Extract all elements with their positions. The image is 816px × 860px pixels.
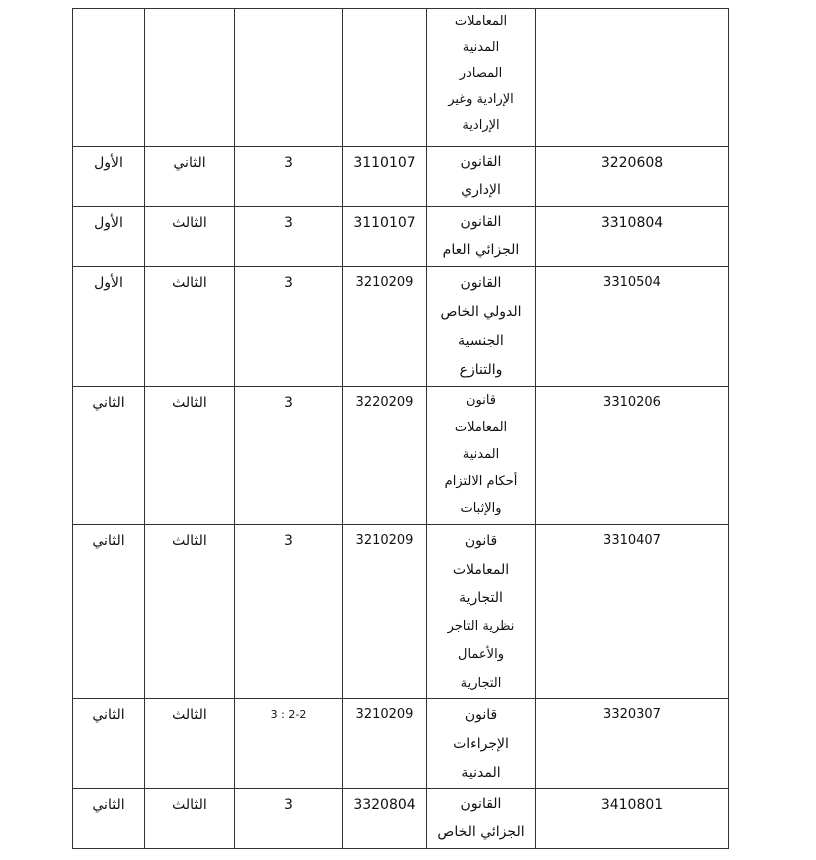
table-row — [73, 267, 729, 387]
course-name-line: الإداري — [461, 181, 501, 198]
year-cell — [145, 9, 235, 147]
course-name-line: قانون — [465, 393, 497, 408]
prerequisite-cell: 3320804 — [343, 789, 427, 849]
year-cell: الثالث — [145, 207, 235, 267]
course-name-cell — [427, 699, 536, 789]
course-code-cell: 3220608 — [536, 147, 729, 207]
course-code-cell: 3310206 — [536, 387, 729, 525]
course-name-line: المدنية — [462, 447, 500, 462]
course-name-line: والإثبات — [460, 501, 502, 516]
course-name-cell — [427, 387, 536, 525]
course-name-line: قانون — [464, 707, 498, 723]
course-code-cell: 3310407 — [536, 525, 729, 699]
course-name-line: الدولي الخاص — [440, 304, 522, 320]
credit-cell: 3 — [235, 789, 343, 849]
prerequisite-cell: 3210209 — [343, 699, 427, 789]
year-cell: الثالث — [145, 699, 235, 789]
course-name-line: الإرادية — [462, 118, 500, 133]
semester-cell: الثاني — [73, 387, 145, 525]
table-row — [73, 699, 729, 789]
credit-cell: 3 — [235, 267, 343, 387]
semester-cell: الأول — [73, 147, 145, 207]
credit-cell: 3 — [235, 207, 343, 267]
table-row — [73, 525, 729, 699]
course-name-line: المعاملات — [452, 561, 510, 578]
course-name-line: الإرادية وغير — [448, 92, 514, 107]
semester-cell — [73, 9, 145, 147]
course-name-line: المدنية — [461, 765, 501, 781]
prerequisite-cell: 3110107 — [343, 147, 427, 207]
year-cell: الثالث — [145, 267, 235, 387]
course-name-cell — [427, 207, 536, 267]
table-row — [73, 207, 729, 267]
credit-cell: 3 — [235, 525, 343, 699]
course-name-line: القانون — [460, 214, 502, 230]
table-row — [73, 387, 729, 525]
course-name-line: القانون — [460, 796, 502, 812]
course-code-cell: 3320307 — [536, 699, 729, 789]
semester-cell: الأول — [73, 267, 145, 387]
prerequisite-cell: 3110107 — [343, 207, 427, 267]
year-cell: الثاني — [145, 147, 235, 207]
prerequisite-cell: 3210209 — [343, 525, 427, 699]
semester-cell: الثاني — [73, 525, 145, 699]
year-cell: الثالث — [145, 387, 235, 525]
semester-cell: الثاني — [73, 789, 145, 849]
prerequisite-cell: 3220209 — [343, 387, 427, 525]
course-name-cell — [427, 9, 536, 147]
credit-cell: 3 — [235, 387, 343, 525]
course-name-cell — [427, 147, 536, 207]
course-name-line: نظرية التاجر — [447, 618, 515, 634]
course-name-line: المعاملات — [454, 420, 508, 435]
credit-cell: 3 — [235, 147, 343, 207]
semester-cell: الثاني — [73, 699, 145, 789]
prerequisite-cell — [343, 9, 427, 147]
course-name-line: التجارية — [459, 590, 503, 606]
course-name-line: التجارية — [460, 675, 502, 691]
course-name-line: قانون — [464, 533, 498, 549]
courses-table — [72, 8, 729, 849]
course-name-line: والأعمال — [458, 647, 504, 662]
credit-cell — [235, 9, 343, 147]
year-cell: الثالث — [145, 525, 235, 699]
course-name-line: القانون — [460, 275, 502, 291]
course-name-cell — [427, 267, 536, 387]
prerequisite-cell: 3210209 — [343, 267, 427, 387]
course-code-cell: 3310804 — [536, 207, 729, 267]
course-name-line: أحكام الالتزام — [444, 474, 518, 489]
course-code-cell: 3310504 — [536, 267, 729, 387]
course-name-line: القانون — [460, 154, 502, 170]
course-name-line: الإجراءات — [453, 736, 509, 752]
table-row — [73, 147, 729, 207]
course-name-cell — [427, 789, 536, 849]
course-code-cell: 3410801 — [536, 789, 729, 849]
credit-cell: 3 : 2-2 — [235, 699, 343, 789]
semester-cell: الأول — [73, 207, 145, 267]
course-name-line: الجزائي الخاص — [437, 823, 525, 840]
course-code-cell — [536, 9, 729, 147]
course-name-line: المدنية — [462, 40, 500, 55]
course-name-line: الجنسية — [458, 333, 504, 349]
course-name-line: الجزائي العام — [442, 241, 520, 258]
year-cell: الثالث — [145, 789, 235, 849]
course-name-line: والتنازع — [459, 362, 503, 378]
table-row — [73, 9, 729, 147]
course-name-cell — [427, 525, 536, 699]
course-name-line: المصادر — [459, 66, 503, 81]
table-row — [73, 789, 729, 849]
course-name-line: المعاملات — [454, 14, 508, 29]
